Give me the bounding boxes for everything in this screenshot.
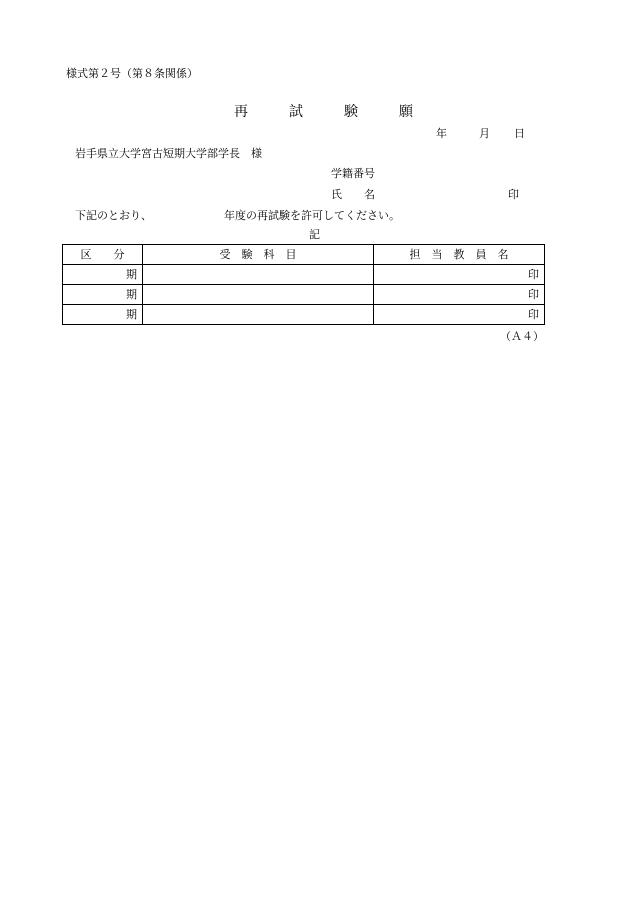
request-line — [75, 210, 400, 221]
term-cell: 期 — [63, 285, 143, 305]
date-day: 日 — [514, 127, 525, 140]
title-char: 再 — [234, 104, 248, 120]
header-teacher: 担 当 教 員 名 — [374, 245, 545, 265]
term-cell: 期 — [63, 305, 143, 325]
subject-cell[interactable] — [143, 285, 374, 305]
table-row — [63, 305, 545, 325]
title-char: 願 — [399, 104, 413, 120]
request-prefix: 下記のとおり、 — [75, 209, 152, 222]
record-table — [62, 244, 545, 325]
seal-mark: 印 — [508, 188, 519, 201]
table-row — [63, 265, 545, 285]
date-month: 月 — [479, 127, 490, 140]
recipient: 岩手県立大学宮古短期大学部学長 様 — [75, 147, 262, 160]
date-year: 年 — [436, 127, 447, 140]
table-header-row — [63, 245, 545, 265]
header-category: 区 分 — [63, 245, 143, 265]
title-char: 験 — [344, 104, 358, 120]
student-number-label: 学籍番号 — [331, 167, 375, 180]
name-label: 氏 名 — [331, 188, 375, 201]
title-char: 試 — [289, 104, 303, 120]
teacher-seal-cell: 印 — [374, 305, 545, 325]
table-row — [63, 285, 545, 305]
ki-label: 記 — [309, 228, 320, 241]
paper-size-note: （Ａ４） — [500, 330, 544, 343]
subject-cell[interactable] — [143, 265, 374, 285]
document-title — [234, 105, 454, 119]
date-line — [436, 128, 525, 139]
teacher-seal-cell: 印 — [374, 265, 545, 285]
request-suffix: 年度の再試験を許可してください。 — [224, 209, 400, 222]
form-number: 様式第２号（第８条関係） — [66, 67, 198, 80]
subject-cell[interactable] — [143, 305, 374, 325]
header-subject: 受 験 科 目 — [143, 245, 374, 265]
term-cell: 期 — [63, 265, 143, 285]
teacher-seal-cell: 印 — [374, 285, 545, 305]
